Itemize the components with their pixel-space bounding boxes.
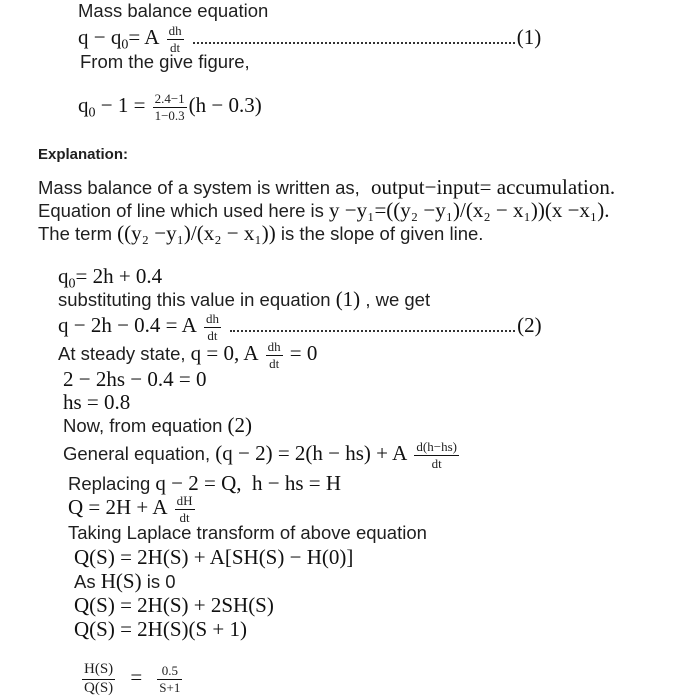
Q-frac-num: dH [176,493,193,508]
as-hs-line [74,571,176,592]
as-text-a: As [74,571,96,592]
tf-num: H(S) [82,662,115,680]
explanation-line-1 [38,177,615,198]
q0-sub: 0 [68,276,76,292]
general-fraction [414,440,459,470]
eq2-leader-dots [230,330,515,332]
subst-text-b: , we get [365,289,431,310]
fig-eq-rhs: (h − 0.3) [188,93,262,118]
exp-line1-text: Mass balance of a system is written as, [38,177,360,198]
now-from-equation-line [63,415,252,436]
eq2-fraction [204,312,221,342]
now-text: Now, from equation [63,415,223,436]
general-frac-den: dt [431,455,442,471]
exp-line2-text: Equation of line which used here is [38,200,324,221]
as-math: H(S) [100,569,142,593]
steady-math-b: = 0 [289,341,318,366]
tf-rhs-num: 0.5 [157,664,182,680]
Q-eq-a: Q = 2H + A [68,495,168,520]
fig-eq-fraction [153,92,187,122]
exp-line1-math: output−input= accumulation. [370,175,616,199]
general-frac-num: d(h−hs) [416,439,457,454]
fig-eq-lhs: q [78,93,89,118]
as-text-b: is 0 [146,571,176,592]
transfer-function [80,662,184,697]
steady-text: At steady state, [58,343,186,365]
replacing-math: q − 2 = Q, h − hs = H [155,471,342,495]
eq1-frac-num: dh [168,23,182,38]
q0-equation [58,266,162,292]
tf-equals: = [130,665,143,690]
tf-rhs-den: S+1 [159,679,181,695]
explanation-line-2 [38,200,609,221]
eq1-eq: = A [128,25,160,50]
hs-equation-2: hs = 0.8 [63,390,131,414]
tf-fraction-left [82,662,115,697]
eq2-frac-den: dt [207,327,218,343]
final-equation-1: Q(S) = 2H(S) + 2SH(S) [74,593,274,617]
steady-math-a: q = 0, A [190,341,259,366]
fig-frac-den: 1−0.3 [154,107,185,123]
steady-frac-den: dt [269,355,280,371]
replacing-line [68,473,341,494]
steady-frac-num: dh [267,339,281,354]
Q-equation [68,494,197,524]
eq1-leader-dots [193,42,515,44]
eq1-frac-den: dt [170,39,181,55]
exp-line3-text-a: The term [38,223,113,244]
final-equation-2: Q(S) = 2H(S)(S + 1) [74,617,248,641]
subst-ref: (1) [335,287,361,311]
eq2-lhs: q − 2h − 0.4 = A [58,313,197,338]
laplace-text: Taking Laplace transform of above equation [68,522,427,543]
tf-fraction-right [157,664,182,694]
now-ref: (2) [227,413,253,437]
replacing-text: Replacing [68,473,151,494]
Q-frac-den: dt [179,509,190,525]
fig-eq-sub: 0 [88,105,96,121]
eq2-frac-num: dh [205,311,219,326]
explanation-heading: Explanation: [38,146,129,163]
Q-fraction [175,494,195,524]
fig-frac-num: 2.4−1 [154,91,185,106]
eq1-tag: (1) [516,25,542,50]
q0-rhs: = 2h + 0.4 [75,264,163,288]
eq2-tag: (2) [517,313,542,338]
from-figure-text: From the give figure, [80,51,250,72]
eq1-lhs: q − q [78,25,122,50]
equation-1 [78,24,541,54]
explanation-line-3 [38,223,483,244]
mass-balance-title: Mass balance equation [78,0,269,21]
substituting-line [58,289,430,310]
eq1-fraction [167,24,184,54]
exp-line3-text-b: is the slope of given line. [280,223,484,244]
eq1-sub: 0 [121,37,129,53]
hs-equation-1: 2 − 2hs − 0.4 = 0 [63,367,207,391]
tf-den: Q(S) [84,679,114,696]
exp-line2-math: y −y₁=((y₂ −y₁)/(x₂ − x₁))(x −x₁). [329,198,610,222]
figure-equation [78,92,262,122]
general-math: (q − 2) = 2(h − hs) + A [215,441,408,466]
equation-2 [58,312,542,342]
exp-line3-math: ((y₂ −y₁)/(x₂ − x₁)) [117,221,276,245]
steady-state-line [58,340,317,370]
fig-eq-mid: − 1 = [95,93,146,118]
q0-lhs: q [58,264,69,288]
general-equation-line [63,440,461,470]
steady-fraction [266,340,283,370]
laplace-equation: Q(S) = 2H(S) + A[SH(S) − H(0)] [74,545,354,569]
subst-text-a: substituting this value in equation [58,289,331,310]
general-text: General equation, [63,443,211,465]
